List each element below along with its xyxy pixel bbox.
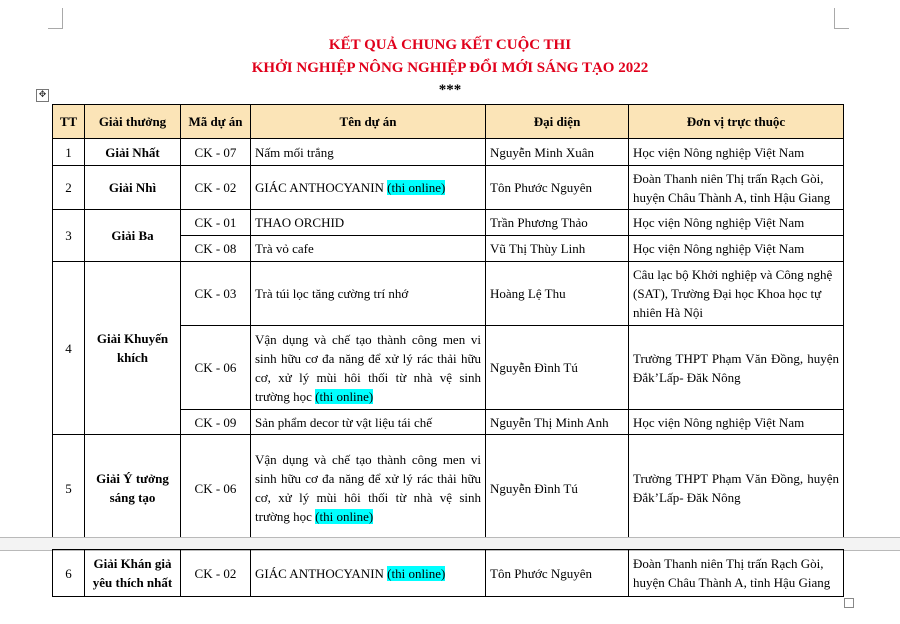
cell-unit: Học viện Nông nghiệp Việt Nam: [629, 410, 844, 435]
results-table: [52, 104, 844, 542]
cell-unit: Đoàn Thanh niên Thị trấn Rạch Gòi, huyện Châu Thành A, tỉnh Hậu Giang: [629, 166, 844, 210]
cell-tt: 3: [53, 210, 85, 262]
cell-unit: Học viện Nông nghiệp Việt Nam: [629, 210, 844, 236]
project-name: GIÁC ANTHOCYANIN: [255, 180, 384, 195]
cell-code: CK - 02: [181, 550, 251, 597]
cell-representative: Vũ Thị Thùy Linh: [486, 236, 629, 262]
cell-representative: Trần Phương Thảo: [486, 210, 629, 236]
table-move-handle-icon[interactable]: ✥: [36, 89, 49, 102]
page-corner-mark-right: [834, 8, 849, 29]
table-resize-handle[interactable]: [844, 598, 854, 608]
cell-project: [251, 550, 486, 597]
cell-representative: Nguyễn Thị Minh Anh: [486, 410, 629, 435]
cell-unit: Học viện Nông nghiệp Việt Nam: [629, 236, 844, 262]
cell-project: [251, 166, 486, 210]
cell-code: CK - 01: [181, 210, 251, 236]
cell-award: Giải Ý tưởng sáng tạo: [85, 435, 181, 542]
online-tag: (thi online): [315, 388, 374, 404]
cell-project: Trà vỏ cafe: [251, 236, 486, 262]
header-award: Giải thưởng: [85, 105, 181, 139]
project-name: Vận dụng và chế tạo thành công men vi sinh hữu cơ đa năng để xử lý rác thải hữu cơ, xử lý mùi hôi thối từ nhà vệ sinh trường học: [255, 452, 481, 524]
cell-representative: Nguyễn Đình Tú: [486, 326, 629, 410]
cell-award: Giải Khán giả yêu thích nhất: [85, 550, 181, 597]
page-corner-mark-left: [48, 8, 63, 29]
cell-award: Giải Nhì: [85, 166, 181, 210]
cell-tt: 1: [53, 139, 85, 166]
cell-tt: 4: [53, 262, 85, 435]
cell-code: CK - 06: [181, 435, 251, 542]
table-row: [53, 166, 844, 210]
project-name: GIÁC ANTHOCYANIN: [255, 565, 384, 581]
cell-code: CK - 02: [181, 166, 251, 210]
header-unit: Đơn vị trực thuộc: [629, 105, 844, 139]
cell-unit: Trường THPT Phạm Văn Đồng, huyện Đắk’Lấp- Đăk Nông: [629, 435, 844, 542]
header-code: Mã dự án: [181, 105, 251, 139]
table-row: [53, 435, 844, 542]
cell-representative: Nguyễn Minh Xuân: [486, 139, 629, 166]
cell-project: Sản phẩm decor từ vật liệu tái chế: [251, 410, 486, 435]
cell-tt: 6: [53, 550, 85, 597]
cell-representative: Hoàng Lệ Thu: [486, 262, 629, 326]
table-row: [53, 262, 844, 326]
cell-tt: 2: [53, 166, 85, 210]
table-row: [53, 139, 844, 166]
cell-code: CK - 06: [181, 326, 251, 410]
cell-representative: Tôn Phước Nguyên: [486, 550, 629, 597]
cell-code: CK - 08: [181, 236, 251, 262]
online-tag: (thi online): [387, 180, 446, 195]
cell-code: CK - 03: [181, 262, 251, 326]
document-title-line2: KHỞI NGHIỆP NÔNG NGHIỆP ĐỔI MỚI SÁNG TẠO 2022: [251, 60, 649, 76]
cell-project: [251, 435, 486, 542]
cell-unit: Trường THPT Phạm Văn Đồng, huyện Đắk’Lấp- Đăk Nông: [629, 326, 844, 410]
online-tag: (thi online): [315, 509, 374, 524]
cell-code: CK - 07: [181, 139, 251, 166]
table-row: [53, 210, 844, 236]
cell-project: Nấm mối trắng: [251, 139, 486, 166]
cell-project: Trà túi lọc tăng cường trí nhớ: [251, 262, 486, 326]
cell-code: CK - 09: [181, 410, 251, 435]
cell-award: Giải Ba: [85, 210, 181, 262]
header-project: Tên dự án: [251, 105, 486, 139]
cell-tt: 5: [53, 435, 85, 542]
header-representative: Đại diện: [486, 105, 629, 139]
cell-award: Giải Nhất: [85, 139, 181, 166]
header-tt: TT: [53, 105, 85, 139]
cell-representative: Tôn Phước Nguyên: [486, 166, 629, 210]
cell-unit: Đoàn Thanh niên Thị trấn Rạch Gòi, huyện Châu Thành A, tỉnh Hậu Giang: [629, 550, 844, 597]
cell-award: Giải Khuyến khích: [85, 262, 181, 435]
title-stars: ***: [438, 82, 462, 98]
cell-unit: Học viện Nông nghiệp Việt Nam: [629, 139, 844, 166]
online-tag: (thi online): [387, 565, 446, 581]
cell-project: [251, 326, 486, 410]
cell-representative: Nguyễn Đình Tú: [486, 435, 629, 542]
cell-project: THAO ORCHID: [251, 210, 486, 236]
project-name: Vận dụng và chế tạo thành công men vi sinh hữu cơ đa năng để xử lý rác thải hữu cơ, xử lý mùi hôi thối từ nhà vệ sinh trường học: [255, 331, 481, 404]
cell-unit: Câu lạc bộ Khởi nghiệp và Công nghệ (SAT), Trường Đại học Khoa học tự nhiên Hà Nội: [629, 262, 844, 326]
table-row: [53, 550, 844, 597]
table-header-row: [53, 105, 844, 139]
results-table-continued: [52, 549, 844, 597]
document-title-line1: KẾT QUẢ CHUNG KẾT CUỘC THI: [328, 37, 572, 53]
